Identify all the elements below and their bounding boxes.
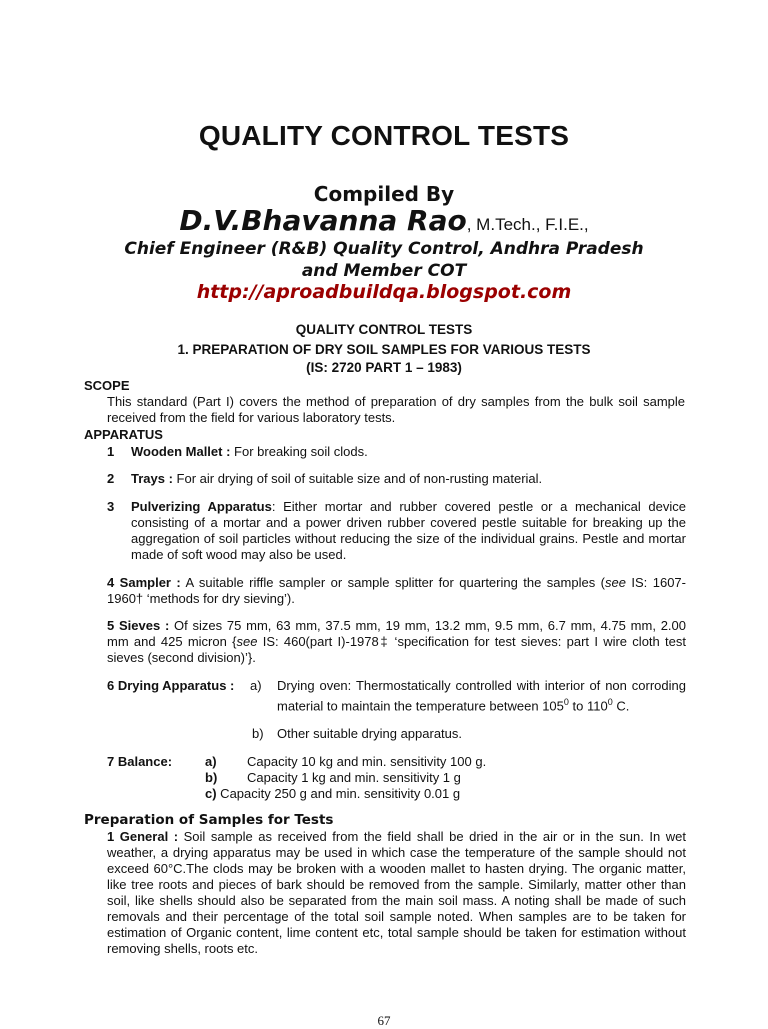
item-number: 1 <box>107 444 115 459</box>
item-name: 4 Sampler : <box>107 575 181 590</box>
item-text: IS: 1607-1960† ‘methods for dry sieving’). <box>107 575 686 606</box>
item-text: IS: 460(part I)-1978‡ ‘specification for test sieves: part I wire cloth test sieves (second division)’}. <box>107 634 686 665</box>
other-drying-text: Other suitable drying apparatus. <box>277 726 462 741</box>
item-text: Of sizes 75 mm, 63 mm, 37.5 mm, 19 mm, 13.2 mm, 9.5 mm, 6.7 mm, 4.75 mm, 2.00 mm and 425 micron { <box>107 618 686 649</box>
balance-option-c <box>205 786 460 801</box>
general-text: Soil sample as received from the field shall be dried in the air or in the sun. In wet weather, a drying apparatus may be used in which case the temperature of the sample should not exceed 60°C.The clods may be broken with a wooden mallet to hasten drying. The organic matter, like tree roots and pieces of bark should be removed from the sample. Similarly, matter other than soil, like shells should also be separated from the main soil mass. A noting shall be made of such removals and their percentage of the total soil sample noted. When samples are to be taken for estimation of Organic content, lime content etc, total sample should be taken for estimation without removing shells, roots etc. <box>107 829 686 956</box>
item-text: For breaking soil clods. <box>230 444 368 459</box>
item-name: 5 Sieves : <box>107 618 170 633</box>
item-text: : Either mortar and rubber covered pestle or a mechanical device consisting of a mortar and a power driven rubber covered pestle suitable for breaking up the aggregation of soil particles without reducing the size of the individual grains. Pestle and mortar made of soft wood may also be used. <box>131 499 686 562</box>
see-word: see <box>604 575 626 590</box>
subitem-letter: a) <box>250 678 262 693</box>
item-text: A suitable riffle sampler or sample splitter for quartering the samples ( <box>180 575 605 590</box>
drying-oven-text <box>277 678 686 714</box>
standard-reference: (IS: 2720 PART 1 – 1983) <box>306 360 462 375</box>
preparation-heading: Preparation of Samples for Tests <box>84 812 334 828</box>
blog-link[interactable]: http://aproadbuildqa.blogspot.com <box>196 281 572 303</box>
apparatus-item-trays <box>131 471 686 487</box>
subitem-letter: a) <box>205 754 217 769</box>
apparatus-item-pulverizing <box>131 499 686 563</box>
item-number: 2 <box>107 471 115 486</box>
drying-apparatus-label: 6 Drying Apparatus : <box>107 678 235 693</box>
subitem-letter: c) <box>205 786 217 801</box>
apparatus-label: APPARATUS <box>84 427 163 442</box>
subitem-letter: b) <box>205 770 218 785</box>
subitem-text: C. <box>612 698 630 714</box>
page-number: 67 <box>377 1013 391 1028</box>
author-name: D.V.Bhavanna Rao <box>179 204 467 237</box>
author-affiliation-line1: Chief Engineer (R&B) Quality Control, Andhra Pradesh <box>124 239 644 259</box>
section-subheading: 1. PREPARATION OF DRY SOIL SAMPLES FOR VARIOUS TESTS <box>177 342 591 357</box>
item-name: Trays : <box>131 471 173 486</box>
degree-superscript: 0 <box>607 697 613 707</box>
item-name: Pulverizing Apparatus <box>131 499 272 514</box>
subitem-text: to 110 <box>568 698 608 714</box>
author-affiliation-line2: and Member COT <box>301 261 467 281</box>
apparatus-item-sampler <box>107 575 686 607</box>
scope-text: This standard (Part I) covers the method of preparation of dry samples from the bulk soil sample received from the field for various laboratory tests. <box>107 394 685 425</box>
item-number: 3 <box>107 499 115 514</box>
scope-label: SCOPE <box>84 378 130 393</box>
see-word: see <box>236 634 258 649</box>
author-line <box>0 204 768 237</box>
general-paragraph <box>107 829 686 957</box>
balance-option-a: Capacity 10 kg and min. sensitivity 100 g. <box>247 754 487 769</box>
section-heading: QUALITY CONTROL TESTS <box>295 322 473 337</box>
subitem-letter: b) <box>252 726 264 741</box>
apparatus-item-wooden-mallet <box>131 444 686 460</box>
item-name: Wooden Mallet : <box>131 444 231 459</box>
degree-superscript: 0 <box>563 697 569 707</box>
document-title: QUALITY CONTROL TESTS <box>198 120 570 151</box>
general-label: 1 General : <box>107 829 179 844</box>
subitem-text: Capacity 250 g and min. sensitivity 0.01 g <box>216 786 461 801</box>
item-text: For air drying of soil of suitable size and of non-rusting material. <box>172 471 543 486</box>
apparatus-item-sieves <box>107 618 686 666</box>
subitem-text: Drying oven: Thermostatically controlled with interior of non corroding material to maintain the temperature between 105 <box>277 678 686 714</box>
balance-option-b: Capacity 1 kg and min. sensitivity 1 g <box>247 770 461 785</box>
balance-label: 7 Balance: <box>107 754 173 769</box>
compiled-by-label: Compiled By <box>313 182 455 206</box>
author-qualifications: , M.Tech., F.I.E., <box>466 215 589 234</box>
